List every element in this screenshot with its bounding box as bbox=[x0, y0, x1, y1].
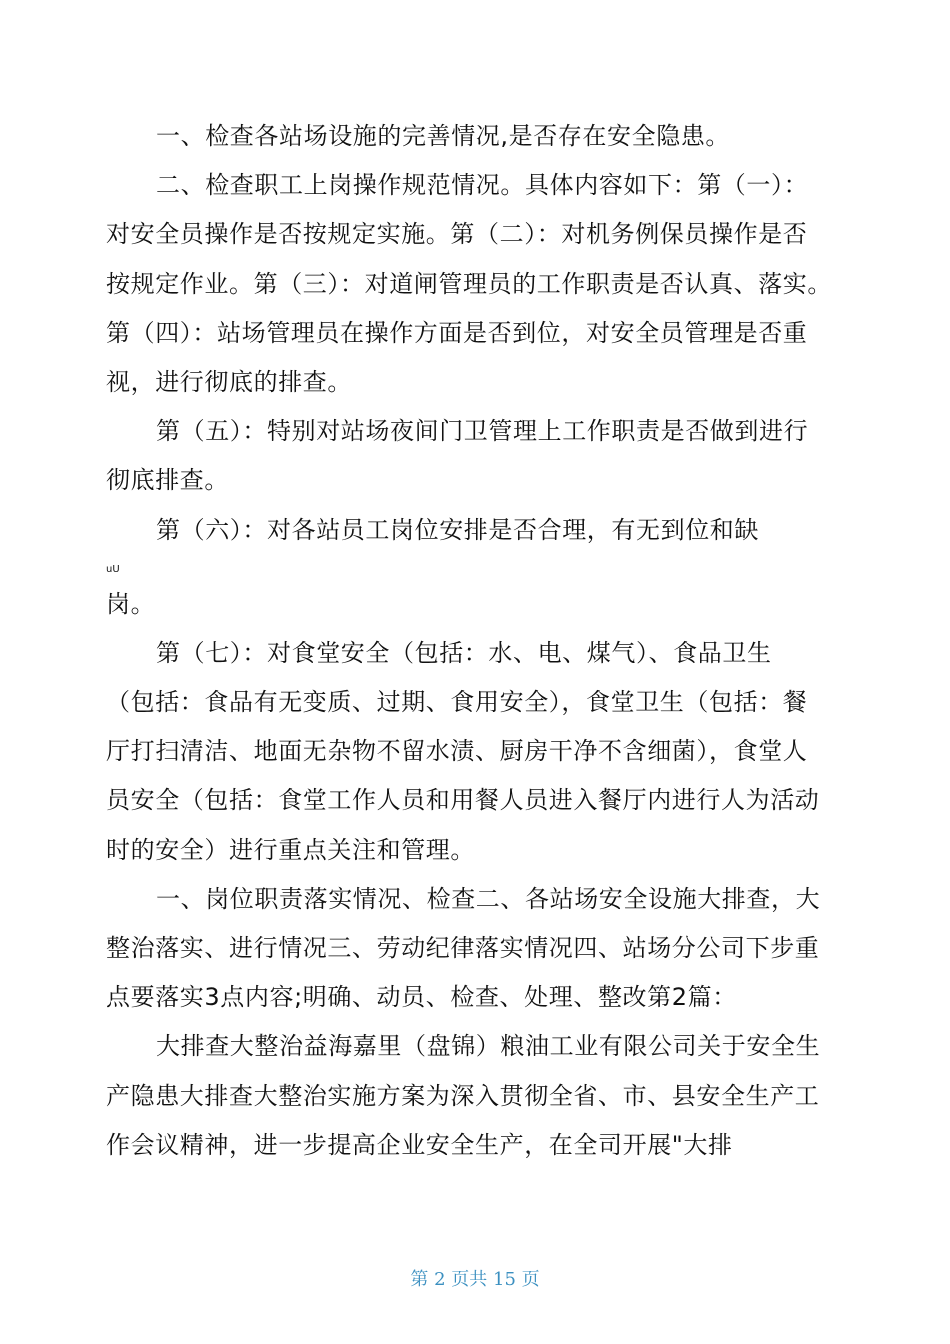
paragraph-line: （包括：食品有无变质、过期、食用安全），食堂卫生（包括：餐 bbox=[106, 688, 808, 717]
stray-mark: uU bbox=[106, 563, 120, 575]
paragraph-line: 二、检查职工上岗操作规范情况。具体内容如下：第（一）： bbox=[156, 171, 809, 200]
paragraph-line: 一、岗位职责落实情况、检查二、各站场安全设施大排查，大 bbox=[156, 884, 821, 913]
paragraph-line: 按规定作业。第（三）：对道闸管理员的工作职责是否认真、落实。 bbox=[106, 269, 832, 298]
paragraph-line: 作会议精神，进一步提高企业安全生产，在全司开展"大排 bbox=[106, 1130, 733, 1159]
paragraph-line: 对安全员操作是否按规定实施。第（二）：对机务例保员操作是否 bbox=[106, 220, 808, 249]
paragraph-line: 一、检查各站场设施的完善情况,是否存在安全隐患。 bbox=[156, 122, 731, 150]
paragraph-line: 第（七）：对食堂安全（包括：水、电、煤气）、食品卫生 bbox=[156, 638, 772, 667]
paragraph-line: 第（四）：站场管理员在操作方面是否到位，对安全员管理是否重 bbox=[106, 318, 808, 347]
paragraph-line: 大排查大整治益海嘉里（盘锦）粮油工业有限公司关于安全生 bbox=[156, 1032, 821, 1061]
paragraph-line: 彻底排查。 bbox=[106, 466, 229, 495]
paragraph-line: 第（六）：对各站员工岗位安排是否合理，有无到位和缺 bbox=[156, 515, 759, 544]
document-body bbox=[106, 112, 846, 1170]
paragraph-line: 整治落实、进行情况三、劳动纪律落实情况四、站场分公司下步重 bbox=[106, 934, 820, 962]
paragraph-line: 时的安全）进行重点关注和管理。 bbox=[106, 835, 475, 864]
paragraph-line: 厅打扫清洁、地面无杂物不留水渍、厨房干净不含细菌），食堂人 bbox=[106, 737, 808, 766]
paragraph-line: 第（五）：特别对站场夜间门卫管理上工作职责是否做到进行 bbox=[156, 417, 809, 446]
paragraph-line: 员安全（包括：食堂工作人员和用餐人员进入餐厅内进行人为活动 bbox=[106, 786, 820, 815]
page-footer: 第 2 页共 15 页 bbox=[410, 1269, 540, 1290]
paragraph-line: 视，进行彻底的排查。 bbox=[106, 367, 352, 396]
paragraph-line: 点要落实3点内容;明确、动员、检查、处理、整改第2篇： bbox=[106, 983, 737, 1012]
paragraph-line: 岗。 bbox=[106, 589, 156, 618]
paragraph-line: 产隐患大排查大整治实施方案为深入贯彻全省、市、县安全生产工 bbox=[106, 1081, 820, 1110]
